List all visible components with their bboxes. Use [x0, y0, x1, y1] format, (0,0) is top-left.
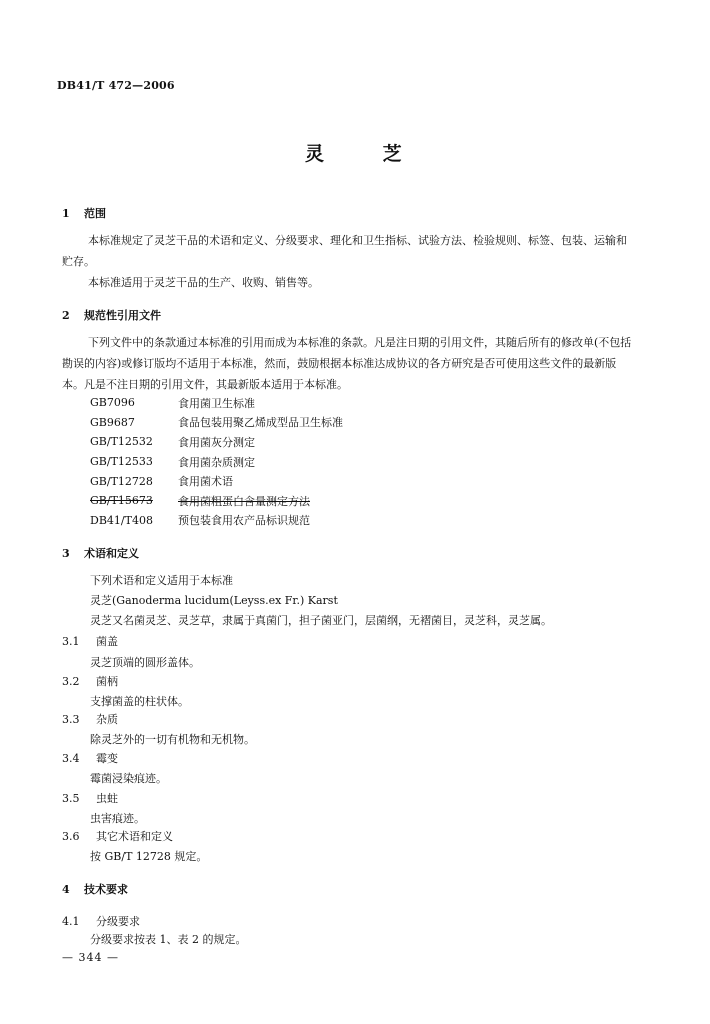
section-title: 技术要求	[84, 883, 128, 896]
term-definition: 按 GB/T 12728 规定。	[90, 850, 208, 863]
section-2-paragraph: 下列文件中的条款通过本标准的引用而成为本标准的条款。凡是注日期的引用文件，其随后所有的修改单(不包括勘误的内容)或修订版均不适用于本标准，然而，鼓励根据本标准达成协议的各方研究是否可使用这些文件的最新版本。凡是不注日期的引用文件，其最新版本适用于本标准。	[62, 336, 632, 391]
reference-code: GB/T12532	[90, 435, 153, 449]
section-1-paragraph-2: 本标准适用于灵芝干品的生产、收购、销售等。	[88, 276, 319, 289]
section-title: 范围	[84, 207, 106, 220]
term-name: 杂质	[96, 713, 118, 726]
term-name: 菌柄	[96, 675, 118, 688]
section-title: 规范性引用文件	[84, 309, 161, 322]
term-heading-3-4	[62, 750, 118, 766]
term-definition: 虫害痕迹。	[90, 812, 145, 825]
term-definition: 灵芝顶端的圆形盖体。	[90, 656, 200, 669]
reference-code: GB9687	[90, 415, 135, 429]
reference-list	[90, 393, 343, 530]
section-heading-4	[62, 881, 128, 897]
subsection-heading-4-1	[62, 913, 140, 929]
taxonomy-description: 灵芝又名菌灵芝、灵芝草，隶属于真菌门，担子菌亚门，层菌纲，无褶菌目，灵芝科，灵芝属。	[90, 614, 552, 627]
reference-code: GB/T15673	[90, 494, 153, 508]
term-definition: 支撑菌盖的柱状体。	[90, 695, 189, 708]
reference-title: 食用菌杂质测定	[178, 455, 255, 469]
term-definition: 霉菌浸染痕迹。	[90, 772, 167, 785]
latin-name-line: 灵芝(Ganoderma lucidum(Leyss.ex Fr.) Karst	[90, 594, 338, 607]
term-number: 3.5	[62, 792, 80, 805]
term-definition: 除灵芝外的一切有机物和无机物。	[90, 733, 255, 746]
term-name: 菌盖	[96, 635, 118, 648]
section-number: 4	[62, 883, 70, 896]
reference-row	[90, 432, 343, 452]
subsection-number: 4.1	[62, 915, 80, 928]
reference-row	[90, 452, 343, 472]
term-heading-3-3	[62, 711, 118, 727]
term-name: 霉变	[96, 752, 118, 765]
reference-row-struck	[90, 491, 343, 511]
reference-title: 食用菌灰分测定	[178, 435, 255, 449]
term-heading-3-2	[62, 673, 118, 689]
reference-title: 食品包装用聚乙烯成型品卫生标准	[178, 416, 343, 430]
standard-code: DB41/T 472—2006	[57, 79, 175, 92]
subsection-title: 分级要求	[96, 915, 140, 928]
reference-row	[90, 393, 343, 413]
reference-code: GB/T12533	[90, 455, 153, 469]
section-number: 2	[62, 309, 70, 322]
term-heading-3-6	[62, 828, 173, 844]
page-number: — 344 —	[62, 951, 119, 964]
reference-code: GB/T12728	[90, 474, 153, 488]
page-title: 灵 芝	[305, 143, 428, 165]
section-heading-3	[62, 545, 139, 561]
section-heading-1	[62, 205, 106, 221]
reference-title: 食用菌术语	[178, 475, 233, 489]
term-heading-3-5	[62, 790, 118, 806]
section-number: 1	[62, 207, 70, 220]
section-number: 3	[62, 547, 70, 560]
term-number: 3.1	[62, 635, 80, 648]
term-heading-3-1	[62, 633, 118, 649]
term-number: 3.2	[62, 675, 80, 688]
reference-title: 食用菌粗蛋白含量测定方法	[178, 494, 310, 508]
term-name: 其它术语和定义	[96, 830, 173, 843]
reference-row	[90, 471, 343, 491]
section-title: 术语和定义	[84, 547, 139, 560]
section-3-intro: 下列术语和定义适用于本标准	[90, 574, 233, 587]
reference-row	[90, 413, 343, 433]
term-number: 3.4	[62, 752, 80, 765]
reference-title: 食用菌卫生标准	[178, 396, 255, 410]
grading-requirement-text: 分级要求按表 1、表 2 的规定。	[90, 933, 247, 946]
reference-code: DB41/T408	[90, 513, 153, 527]
term-number: 3.3	[62, 713, 80, 726]
reference-row	[90, 511, 343, 531]
reference-title: 预包装食用农产品标识规范	[178, 514, 310, 528]
term-name: 虫蛀	[96, 792, 118, 805]
section-1-paragraph-1: 本标准规定了灵芝干品的术语和定义、分级要求、理化和卫生指标、试验方法、检验规则、标签、包装、运输和贮存。	[62, 234, 627, 268]
reference-code: GB7096	[90, 396, 135, 410]
section-heading-2	[62, 307, 161, 323]
term-number: 3.6	[62, 830, 80, 843]
